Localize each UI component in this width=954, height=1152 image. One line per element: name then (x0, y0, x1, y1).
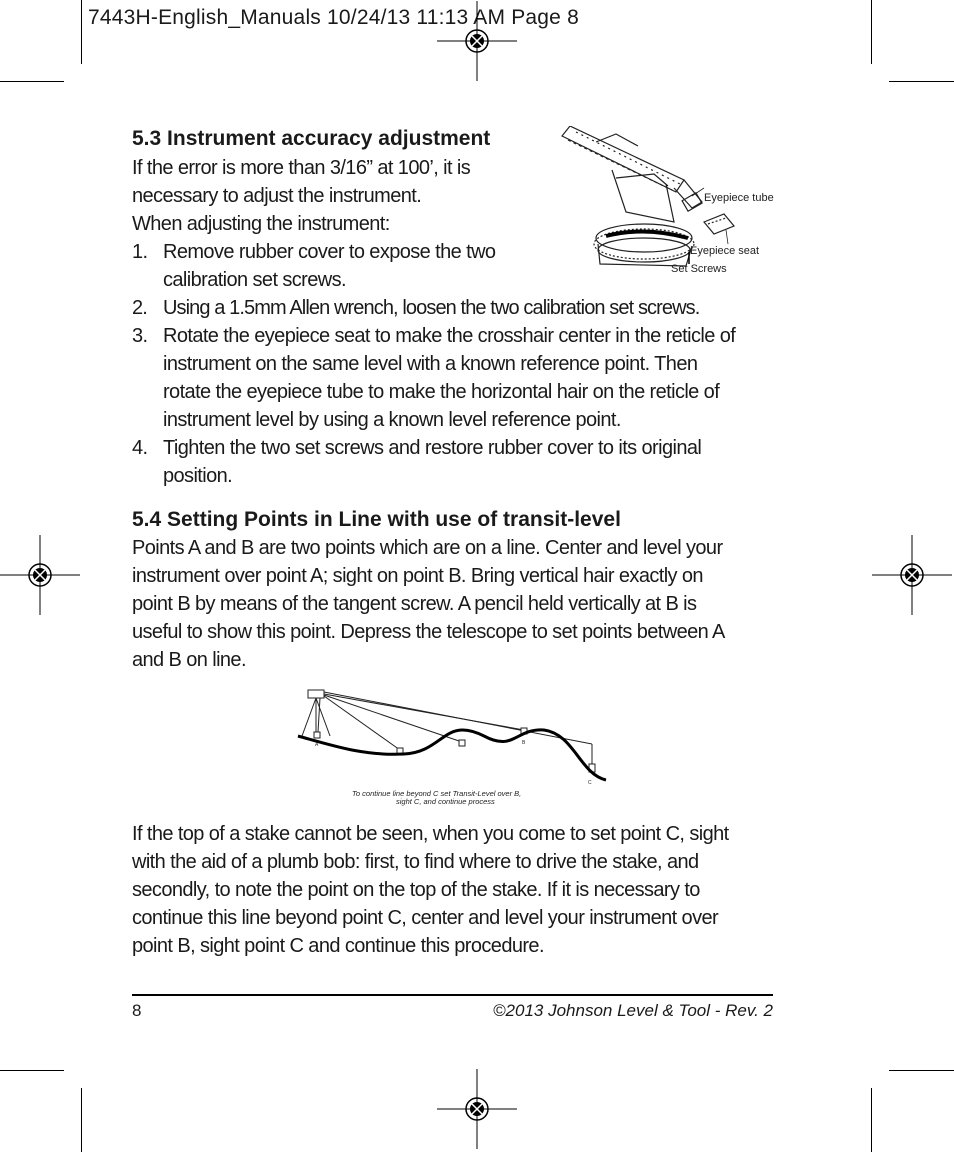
registration-mark-icon (437, 1069, 517, 1149)
set-screws-label: Set Screws (671, 263, 727, 275)
list-line: calibration set screws. (163, 269, 346, 291)
paragraph-line: If the top of a stake cannot be seen, when you come to set point C, sight (132, 823, 729, 845)
list-line: Rotate the eyepiece seat to make the crosshair center in the reticle of (163, 325, 736, 347)
paragraph-line: secondly, to note the point on the top of the stake. If it is necessary to (132, 879, 700, 901)
list-line: position. (163, 465, 233, 487)
list-line: Tighten the two set screws and restore rubber cover to its original (163, 437, 702, 459)
point-a-label: A (315, 742, 319, 748)
section-5-3-heading: 5.3 Instrument accuracy adjustment (132, 127, 491, 150)
list-number: 1. (132, 241, 148, 263)
list-line: Remove rubber cover to expose the two (163, 241, 496, 263)
section-5-4-heading: 5.4 Setting Points in Line with use of transit-level (132, 508, 621, 531)
setting-points-diagram (294, 688, 614, 810)
print-slug: 7443H-English_Manuals 10/24/13 11:13 AM Page 8 (88, 6, 579, 29)
paragraph-line: with the aid of a plumb bob: first, to find where to drive the stake, and (132, 851, 699, 873)
paragraph-line: and B on line. (132, 649, 246, 671)
list-line: instrument level by using a known level reference point. (163, 409, 621, 431)
paragraph-line: point B by means of the tangent screw. A pencil held vertically at B is (132, 593, 697, 615)
diagram-caption: To continue line beyond C set Transit-Level over B, (352, 789, 522, 798)
list-item (132, 434, 772, 490)
crop-mark (871, 0, 872, 64)
crop-mark (0, 81, 64, 82)
point-c-label: C (588, 780, 592, 786)
crop-mark (889, 81, 954, 82)
diagram-caption: sight C, and continue process (396, 797, 495, 806)
registration-mark-icon (437, 1, 517, 81)
registration-mark-icon (0, 535, 80, 615)
list-item (132, 294, 772, 322)
intro-line: When adjusting the instrument: (132, 213, 390, 235)
crop-mark (81, 0, 82, 64)
point-b-label: B (522, 740, 526, 746)
crop-mark (81, 1088, 82, 1152)
page-number: 8 (132, 1001, 142, 1020)
list-number: 3. (132, 325, 148, 347)
eyepiece-seat-label: Eyepiece seat (690, 245, 760, 257)
list-number: 2. (132, 297, 147, 319)
copyright-text: ©2013 Johnson Level & Tool - Rev. 2 (493, 1001, 773, 1020)
intro-line: If the error is more than 3/16” at 100’, it is (132, 157, 471, 179)
paragraph-line: instrument over point A; sight on point B. Bring vertical hair exactly on (132, 565, 703, 587)
intro-line: necessary to adjust the instrument. (132, 185, 422, 207)
paragraph-line: Points A and B are two points which are on a line. Center and level your (132, 537, 723, 559)
list-item (132, 238, 772, 294)
crop-mark (871, 1088, 872, 1152)
paragraph-line: useful to show this point. Depress the telescope to set points between A (132, 621, 725, 643)
list-line: rotate the eyepiece tube to make the horizontal hair on the reticle of (163, 381, 720, 403)
list-line: Using a 1.5mm Allen wrench, loosen the two calibration set screws. (163, 297, 700, 319)
page-content (132, 124, 772, 674)
registration-mark-icon (872, 535, 952, 615)
list-item (132, 322, 772, 434)
list-number: 4. (132, 437, 148, 459)
paragraph-line: point B, sight point C and continue this procedure. (132, 935, 544, 957)
crop-mark (889, 1070, 954, 1071)
list-line: instrument on the same level with a known reference point. Then (163, 353, 698, 375)
paragraph-line: continue this line beyond point C, center and level your instrument over (132, 907, 719, 929)
eyepiece-tube-label: Eyepiece tube (704, 192, 774, 204)
closing-paragraph (132, 820, 772, 960)
footer-rule (132, 994, 773, 996)
crop-mark (0, 1070, 64, 1071)
